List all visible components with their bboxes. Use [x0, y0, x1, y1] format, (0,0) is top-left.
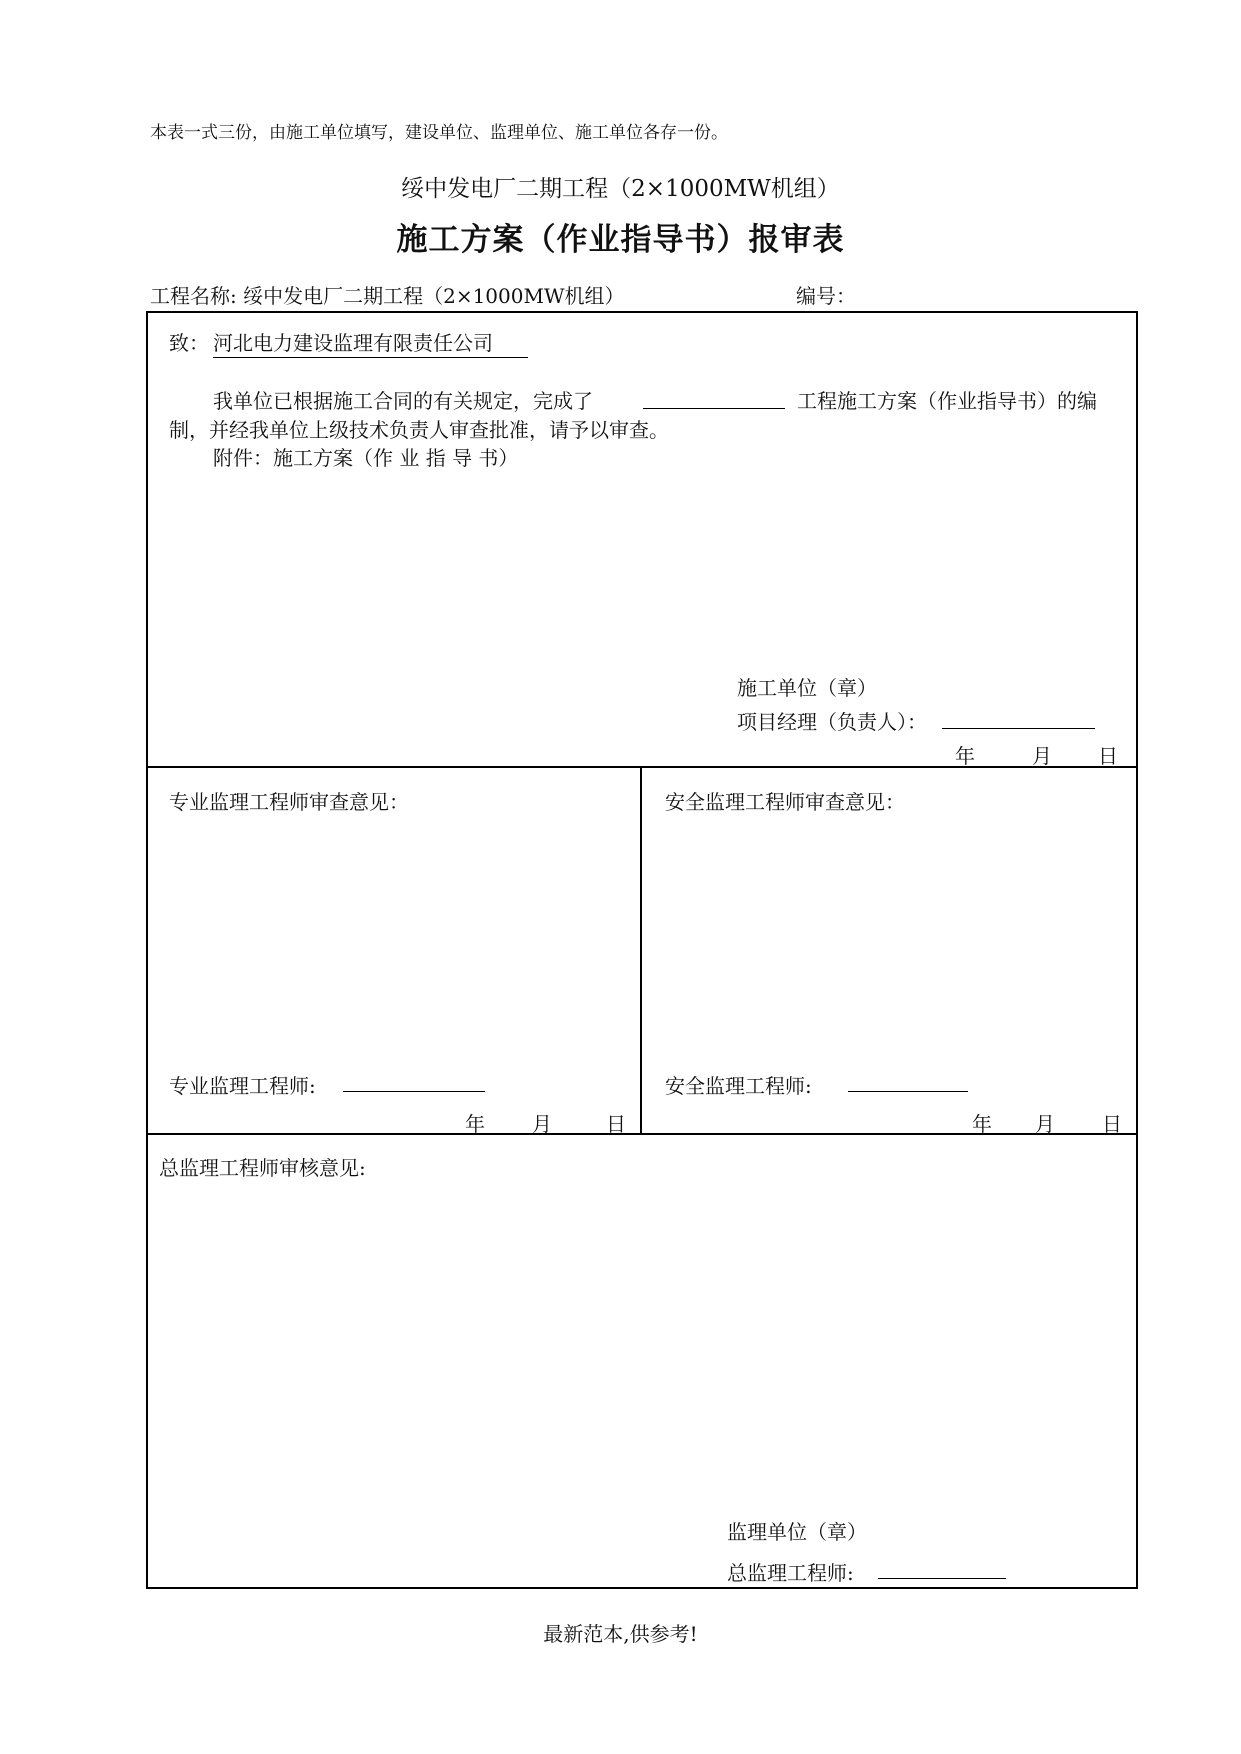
review-form-table [146, 311, 1138, 1589]
serial-number-label: 编号： [796, 284, 856, 308]
supervisor-seal-label: 监理单位（章） [727, 1520, 867, 1544]
date-year: 年 [955, 744, 975, 768]
date-day: 日 [1098, 744, 1118, 768]
safety-signature-blank[interactable] [848, 1091, 968, 1092]
project-name-blank[interactable] [643, 408, 785, 409]
recipient-company: 河北电力建设监理有限责任公司 [213, 327, 528, 358]
date-month: 月 [1035, 1112, 1055, 1136]
project-name-label: 工程名称: 绥中发电厂二期工程（2×1000MW机组） [150, 284, 625, 308]
form-note: 本表一式三份，由施工单位填写，建设单位、监理单位、施工单位各存一份。 [150, 123, 728, 143]
to-label: 致： [169, 331, 209, 355]
chief-sign-label: 总监理工程师: [727, 1561, 854, 1585]
row-divider-1 [146, 766, 1138, 768]
date-day: 日 [1102, 1112, 1122, 1136]
date-month: 月 [1032, 744, 1052, 768]
date-year: 年 [972, 1112, 992, 1136]
date-month: 月 [532, 1112, 552, 1136]
project-subtitle: 绥中发电厂二期工程（2×1000MW机组） [401, 176, 840, 202]
body-line-2: 制，并经我单位上级技术负责人审查批准，请予以审查。 [169, 418, 669, 442]
safety-sign-label: 安全监理工程师: [665, 1074, 812, 1098]
page-title: 施工方案（作业指导书）报审表 [396, 222, 845, 258]
chief-review-heading: 总监理工程师审核意见: [159, 1156, 366, 1180]
project-manager-signature-blank[interactable] [942, 728, 1095, 729]
specialist-review-heading: 专业监理工程师审查意见： [169, 790, 409, 814]
project-manager-label: 项目经理（负责人）： [737, 710, 927, 734]
specialist-signature-blank[interactable] [343, 1091, 485, 1092]
body-line-1b: 工程施工方案（作业指导书）的编 [797, 389, 1097, 413]
date-day: 日 [606, 1112, 626, 1136]
footer-note: 最新范本,供参考! [543, 1622, 698, 1646]
column-divider [640, 766, 642, 1134]
safety-review-heading: 安全监理工程师审查意见： [665, 790, 905, 814]
date-year: 年 [465, 1112, 485, 1136]
body-line-1a: 我单位已根据施工合同的有关规定，完成了 [213, 389, 593, 413]
chief-signature-blank[interactable] [878, 1578, 1006, 1579]
attachment-line: 附件：施工方案（作 业 指 导 书） [213, 446, 519, 470]
contractor-seal-label: 施工单位（章） [737, 676, 877, 700]
specialist-sign-label: 专业监理工程师: [169, 1074, 316, 1098]
